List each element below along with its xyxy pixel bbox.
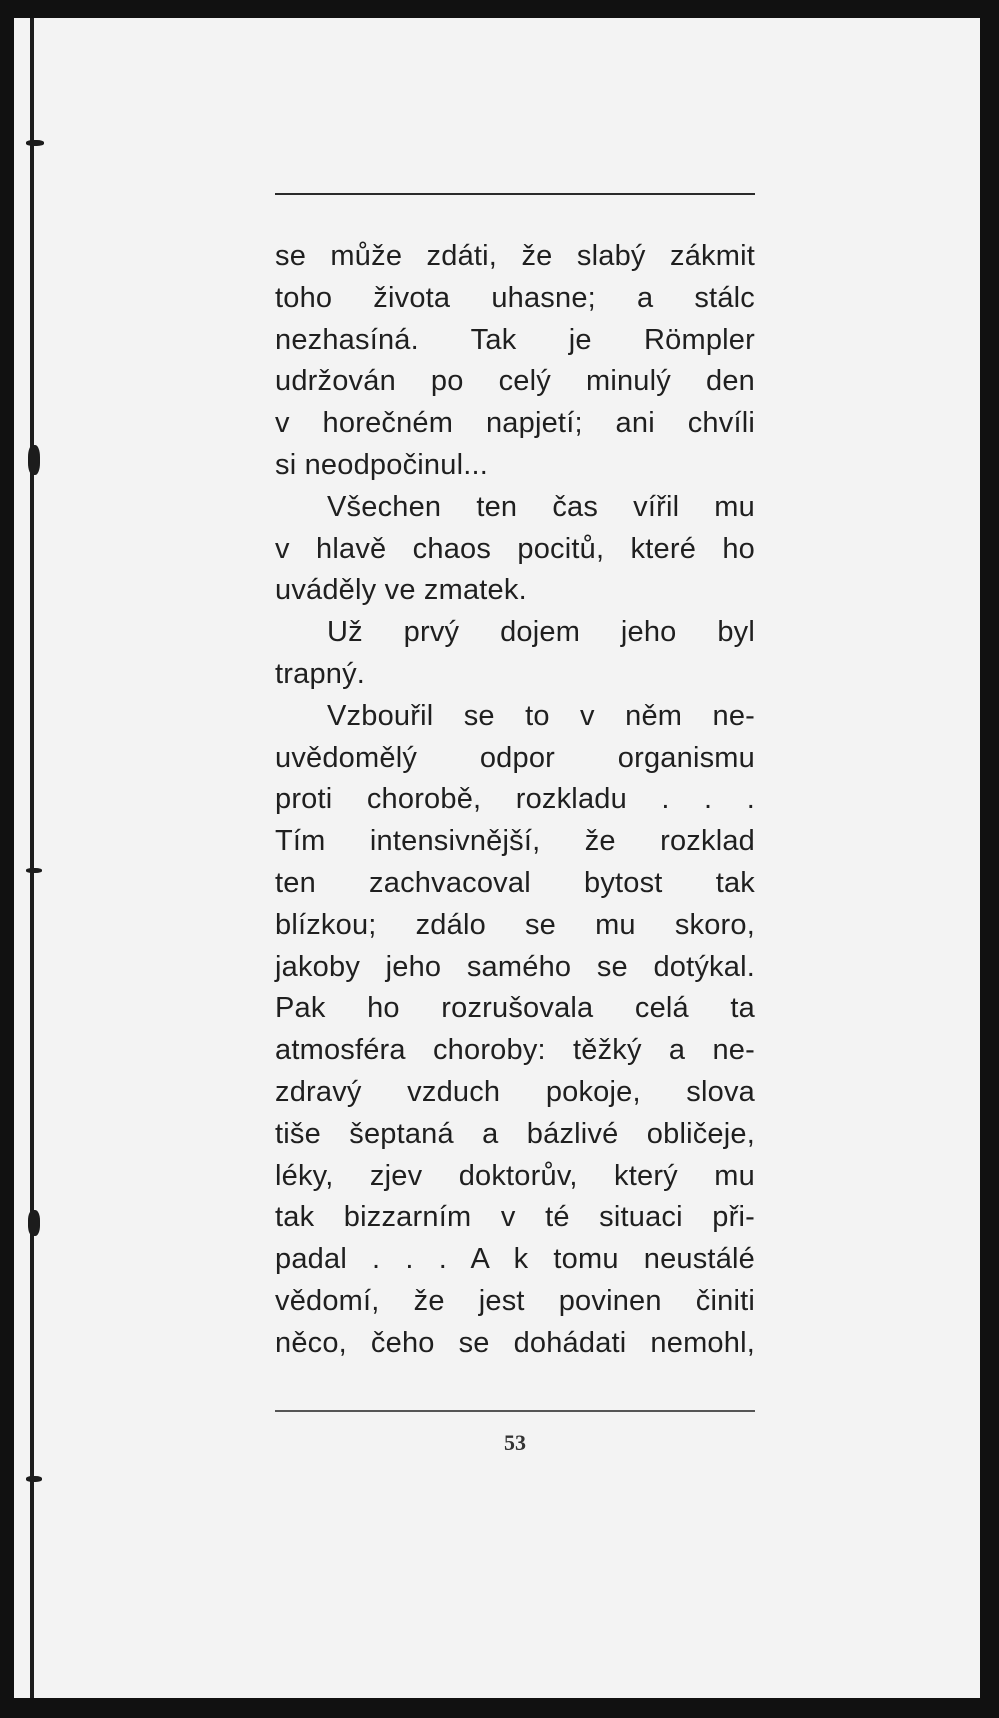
text-line: udržován po celý minulý den <box>275 365 755 398</box>
text-line: v horečném napjetí; ani chvíli <box>275 407 755 440</box>
text-line: zdravý vzduch pokoje, slova <box>275 1075 755 1108</box>
text-line: uváděly ve zmatek. <box>275 574 527 607</box>
text-line: trapný. <box>275 657 366 690</box>
text-line: tiše šeptaná a bázlivé obličeje, <box>275 1117 755 1150</box>
header-rule <box>275 193 755 195</box>
text-line: Vzbouřil se to v něm ne- <box>327 699 755 732</box>
text-line: v hlavě chaos pocitů, které ho <box>275 532 755 565</box>
page-binding-edge <box>30 18 34 1698</box>
text-line: Všechen ten čas vířil mu <box>327 490 755 523</box>
binding-mark <box>26 868 42 873</box>
body-text <box>275 236 755 1365</box>
text-line: si neodpočinul... <box>275 448 488 481</box>
text-line: proti chorobě, rozkladu . . . <box>275 783 755 816</box>
text-line: tak bizzarním v té situaci při- <box>275 1201 755 1234</box>
binding-mark <box>28 1210 40 1236</box>
text-line: nezhasíná. Tak je Römpler <box>275 323 755 356</box>
text-line: ten zachvacoval bytost tak <box>275 866 755 899</box>
text-line: něco, čeho se dohádati nemohl, <box>275 1326 755 1359</box>
text-line: uvědomělý odpor organismu <box>275 741 755 774</box>
text-line: se může zdáti, že slabý zákmit <box>275 240 755 272</box>
footer-rule <box>275 1410 755 1412</box>
text-line: vědomí, že jest povinen činiti <box>275 1284 755 1317</box>
text-line: Pak ho rozrušovala celá ta <box>275 992 755 1025</box>
text-line: Už prvý dojem jeho byl <box>327 616 755 649</box>
text-line: blízkou; zdálo se mu skoro, <box>275 908 755 941</box>
page-number: 53 <box>504 1430 526 1455</box>
text-line: Tím intensivnější, že rozklad <box>275 825 755 858</box>
text-line: atmosféra choroby: těžký a ne- <box>275 1034 755 1067</box>
text-line: padal . . . A k tomu neustálé <box>275 1243 755 1276</box>
binding-mark <box>26 140 44 146</box>
text-line: léky, zjev doktorův, který mu <box>275 1159 755 1192</box>
binding-mark <box>28 445 40 475</box>
binding-mark <box>26 1476 42 1482</box>
text-line: toho života uhasne; a stálc <box>275 281 755 314</box>
text-line: jakoby jeho samého se dotýkal. <box>275 950 755 983</box>
